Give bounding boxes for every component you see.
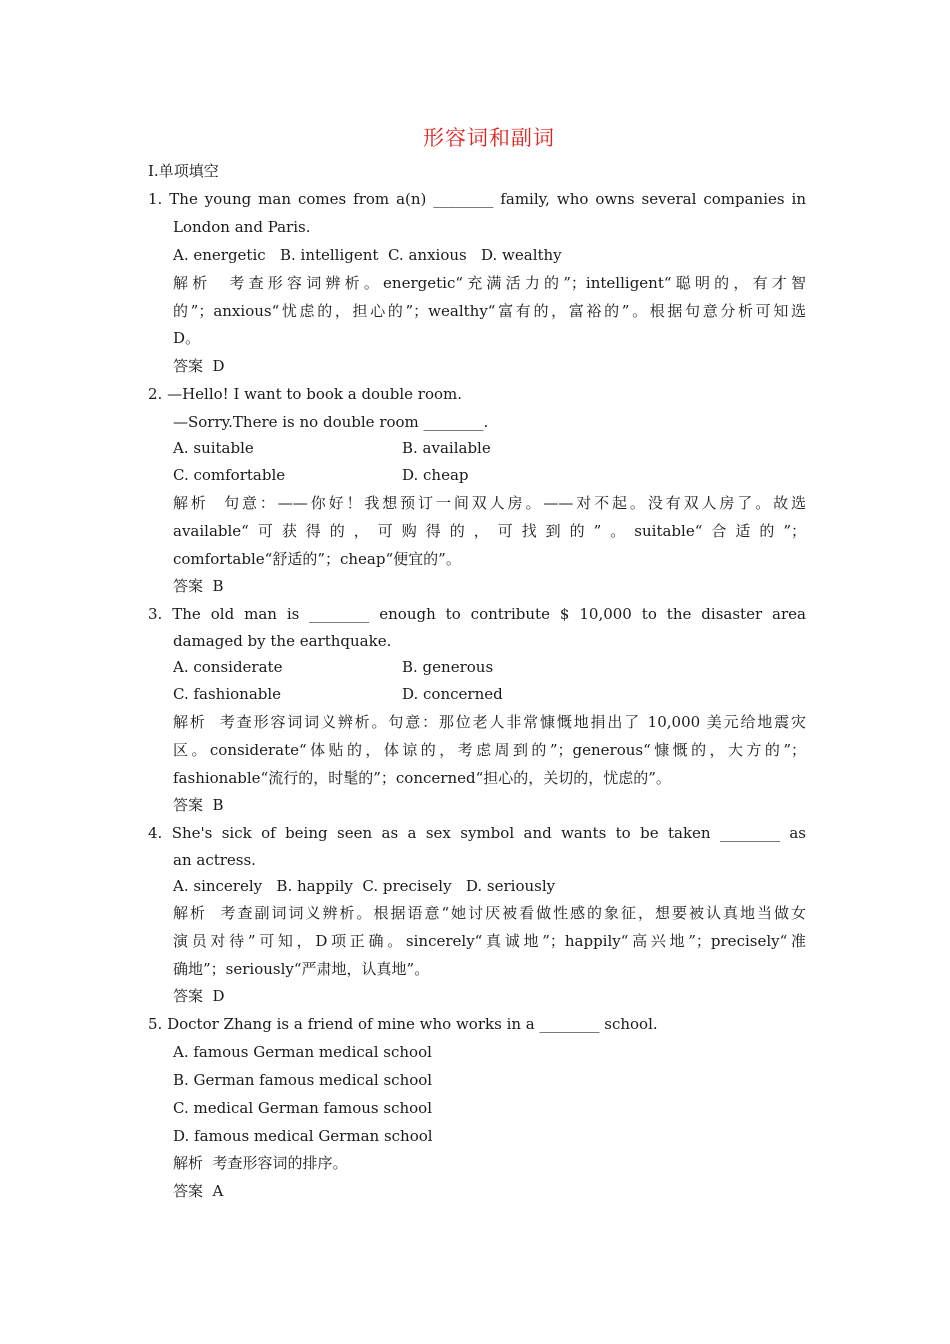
question-2-analysis-line-3: comfortable“舒适的”；cheap“便宜的”。: [173, 550, 461, 568]
question-2-stem-line-2: —Sorry.There is no double room ________.: [173, 413, 489, 431]
question-3-analysis-line-3: fashionable“流行的，时髦的”；concerned“担心的，关切的，忧虑的”。: [173, 769, 671, 787]
question-2-analysis-line-2: available“可获得的，可购得的，可找到的”。suitable“合适的”；: [173, 522, 806, 540]
question-5-option-c: C. medical German famous school: [173, 1099, 433, 1117]
question-5-option-a: A. famous German medical school: [173, 1043, 432, 1061]
question-5-option-b: B. German famous medical school: [173, 1071, 433, 1089]
question-4-options: A. sincerely B. happily C. precisely D. seriously: [173, 877, 556, 895]
question-1-analysis-line-3: D。: [173, 329, 201, 347]
question-1-stem-line-1: 1. The young man comes from a(n) ________ family, who owns several companies in: [148, 190, 806, 208]
question-4-stem-line-1: 4. She's sick of being seen as a sex symbol and wants to be taken ________ as: [148, 824, 806, 842]
question-1-analysis-line-2: 的”；anxious“忧虑的，担心的”；wealthy“富有的，富裕的”。根据句意分析可知选: [173, 302, 806, 320]
question-3-analysis-line-1: 解析 考查形容词词义辨析。句意：那位老人非常慷慨地捐出了 10,000 美元给地震灾: [173, 713, 806, 731]
question-3-stem-line-2: damaged by the earthquake.: [173, 632, 392, 650]
question-1-answer: 答案 D: [173, 357, 225, 375]
question-1-options: A. energetic B. intelligent C. anxious D. wealthy: [173, 246, 562, 264]
question-3-option-d: D. concerned: [402, 685, 503, 703]
question-2-option-d: D. cheap: [402, 466, 469, 484]
question-2-stem-line-1: 2. —Hello! I want to book a double room.: [148, 385, 463, 403]
section-heading: Ⅰ.单项填空: [148, 162, 219, 180]
question-4-analysis-line-2: 演员对待”可知，D项正确。sincerely“真诚地”；happily“高兴地”；precisely“准: [173, 932, 806, 950]
question-3-option-a: A. considerate: [173, 658, 283, 676]
question-3-analysis-line-2: 区。considerate“体贴的，体谅的，考虑周到的”；generous“慷慨的，大方的”；: [173, 741, 806, 759]
question-2-analysis-line-1: 解析 句意：——你好！我想预订一间双人房。——对不起。没有双人房了。故选: [173, 494, 806, 512]
question-1-analysis-line-1: 解析 考查形容词辨析。energetic“充满活力的”；intelligent“聪明的，有才智: [173, 274, 806, 292]
question-5-answer: 答案 A: [173, 1182, 224, 1200]
question-4-answer: 答案 D: [173, 987, 225, 1005]
question-4-stem-line-2: an actress.: [173, 851, 256, 869]
question-5-analysis: 解析 考查形容词的排序。: [173, 1154, 348, 1172]
question-2-option-a: A. suitable: [173, 439, 254, 457]
question-3-option-b: B. generous: [402, 658, 494, 676]
question-3-stem-line-1: 3. The old man is ________ enough to contribute $ 10,000 to the disaster area: [148, 605, 806, 623]
question-2-answer: 答案 B: [173, 577, 224, 595]
question-3-answer: 答案 B: [173, 796, 224, 814]
page-title: 形容词和副词: [423, 126, 555, 150]
question-2-option-c: C. comfortable: [173, 466, 286, 484]
question-4-analysis-line-3: 确地”；seriously“严肃地，认真地”。: [173, 960, 430, 978]
question-4-analysis-line-1: 解析 考查副词词义辨析。根据语意“她讨厌被看做性感的象征，想要被认真地当做女: [173, 904, 806, 922]
question-3-option-c: C. fashionable: [173, 685, 282, 703]
question-5-option-d: D. famous medical German school: [173, 1127, 433, 1145]
question-2-option-b: B. available: [402, 439, 491, 457]
question-1-stem-line-2: London and Paris.: [173, 218, 311, 236]
question-5-stem: 5. Doctor Zhang is a friend of mine who works in a ________ school.: [148, 1015, 658, 1033]
